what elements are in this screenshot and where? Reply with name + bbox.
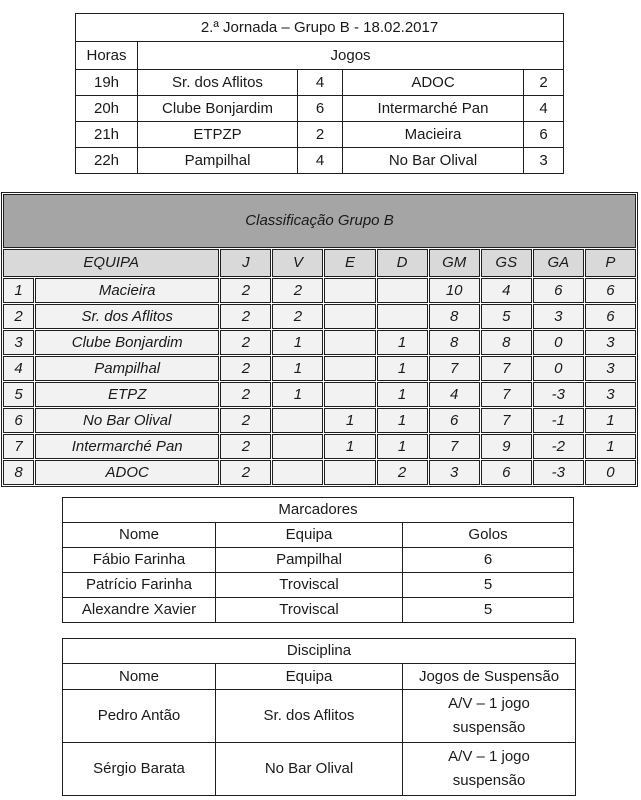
stat-j: 2 — [220, 330, 271, 355]
player-team: Sr. dos Aflitos — [216, 690, 403, 743]
team-rank: 2 — [3, 304, 34, 329]
jornada-header-row — [76, 42, 564, 70]
stat-p: 3 — [585, 330, 636, 355]
stat-p: 0 — [585, 460, 636, 485]
team-rank: 1 — [3, 278, 34, 303]
stat-v — [272, 408, 323, 433]
stat-gm: 4 — [429, 382, 480, 407]
stat-j: 2 — [220, 304, 271, 329]
team-name: Clube Bonjardim — [35, 330, 219, 355]
player-team: No Bar Olival — [216, 743, 403, 796]
stat-p: 6 — [585, 304, 636, 329]
col-header-gs: GS — [481, 249, 532, 277]
player-name: Sérgio Barata — [63, 743, 216, 796]
scorer-team: Troviscal — [216, 598, 403, 623]
stat-p: 1 — [585, 408, 636, 433]
col-header-ga: GA — [533, 249, 584, 277]
stat-gs: 5 — [481, 304, 532, 329]
stat-gs: 7 — [481, 408, 532, 433]
col-header-nome: Nome — [63, 664, 216, 690]
marcadores-header-row — [63, 523, 574, 548]
stat-v: 2 — [272, 278, 323, 303]
jornada-title: 2.ª Jornada – Grupo B - 18.02.2017 — [76, 14, 564, 42]
stat-gm: 10 — [429, 278, 480, 303]
scorer-name: Patrício Farinha — [63, 573, 216, 598]
stat-e — [324, 382, 375, 407]
classificacao-table — [1, 192, 638, 487]
col-header-jogos-suspensao: Jogos de Suspensão — [403, 664, 576, 690]
stat-j: 2 — [220, 408, 271, 433]
col-header-horas: Horas — [76, 42, 138, 70]
team-rank: 4 — [3, 356, 34, 381]
scorer-name: Alexandre Xavier — [63, 598, 216, 623]
col-header-equipa: EQUIPA — [3, 249, 219, 277]
scorer-name: Fábio Farinha — [63, 548, 216, 573]
team-name: Macieira — [35, 278, 219, 303]
stat-v: 2 — [272, 304, 323, 329]
match-home-score: 4 — [298, 70, 343, 96]
stat-e: 1 — [324, 408, 375, 433]
team-name: Pampilhal — [35, 356, 219, 381]
stat-gs: 9 — [481, 434, 532, 459]
match-away-team: No Bar Olival — [343, 148, 524, 174]
team-name: ADOC — [35, 460, 219, 485]
stat-j: 2 — [220, 278, 271, 303]
stat-gm: 8 — [429, 304, 480, 329]
stat-gm: 7 — [429, 434, 480, 459]
standings-row — [3, 278, 636, 303]
suspension-info: A/V – 1 jogo suspensão — [403, 690, 576, 743]
stat-ga: -3 — [533, 382, 584, 407]
match-home-team: Clube Bonjardim — [138, 96, 298, 122]
stat-j: 2 — [220, 356, 271, 381]
col-header-d: D — [377, 249, 428, 277]
match-away-score: 4 — [524, 96, 564, 122]
match-away-team: Macieira — [343, 122, 524, 148]
disciplina-header-row — [63, 664, 576, 690]
stat-gm: 6 — [429, 408, 480, 433]
team-rank: 3 — [3, 330, 34, 355]
match-time: 22h — [76, 148, 138, 174]
player-name: Pedro Antão — [63, 690, 216, 743]
classificacao-header-row — [3, 249, 636, 277]
disciplina-table — [62, 638, 576, 796]
match-home-score: 4 — [298, 148, 343, 174]
jornada-title-row — [76, 14, 564, 42]
stat-v: 1 — [272, 356, 323, 381]
stat-e — [324, 460, 375, 485]
stat-ga: -2 — [533, 434, 584, 459]
match-row — [76, 96, 564, 122]
col-header-j: J — [220, 249, 271, 277]
disciplina-title: Disciplina — [63, 639, 576, 664]
stat-gm: 7 — [429, 356, 480, 381]
stat-ga: 6 — [533, 278, 584, 303]
disciplina-title-row — [63, 639, 576, 664]
classificacao-title: Classificação Grupo B — [3, 194, 636, 248]
stat-gs: 6 — [481, 460, 532, 485]
standings-row — [3, 304, 636, 329]
stat-e: 1 — [324, 434, 375, 459]
stat-d: 2 — [377, 460, 428, 485]
standings-row — [3, 356, 636, 381]
col-header-equipa: Equipa — [216, 664, 403, 690]
standings-row — [3, 460, 636, 485]
match-row — [76, 148, 564, 174]
team-rank: 5 — [3, 382, 34, 407]
match-home-score: 2 — [298, 122, 343, 148]
team-name: ETPZ — [35, 382, 219, 407]
standings-row — [3, 434, 636, 459]
stat-gm: 3 — [429, 460, 480, 485]
stat-j: 2 — [220, 434, 271, 459]
match-row — [76, 70, 564, 96]
jornada-table — [75, 13, 564, 174]
col-header-v: V — [272, 249, 323, 277]
team-name: Intermarché Pan — [35, 434, 219, 459]
match-home-score: 6 — [298, 96, 343, 122]
match-time: 21h — [76, 122, 138, 148]
standings-row — [3, 408, 636, 433]
marcadores-title: Marcadores — [63, 498, 574, 523]
stat-p: 1 — [585, 434, 636, 459]
col-header-p: P — [585, 249, 636, 277]
col-header-jogos: Jogos — [138, 42, 564, 70]
standings-row — [3, 330, 636, 355]
match-home-team: Sr. dos Aflitos — [138, 70, 298, 96]
scorer-team: Pampilhal — [216, 548, 403, 573]
stat-d: 1 — [377, 434, 428, 459]
match-home-team: ETPZP — [138, 122, 298, 148]
stat-d — [377, 304, 428, 329]
marcadores-title-row — [63, 498, 574, 523]
match-away-team: ADOC — [343, 70, 524, 96]
stat-ga: 0 — [533, 356, 584, 381]
stat-e — [324, 304, 375, 329]
stat-ga: -3 — [533, 460, 584, 485]
stat-gs: 8 — [481, 330, 532, 355]
stat-d: 1 — [377, 408, 428, 433]
stat-gm: 8 — [429, 330, 480, 355]
stat-e — [324, 278, 375, 303]
col-header-equipa: Equipa — [216, 523, 403, 548]
match-away-team: Intermarché Pan — [343, 96, 524, 122]
suspension-info: A/V – 1 jogo suspensão — [403, 743, 576, 796]
col-header-e: E — [324, 249, 375, 277]
match-time: 20h — [76, 96, 138, 122]
col-header-nome: Nome — [63, 523, 216, 548]
match-time: 19h — [76, 70, 138, 96]
scorer-team: Troviscal — [216, 573, 403, 598]
scorer-goals: 6 — [403, 548, 574, 573]
match-away-score: 2 — [524, 70, 564, 96]
classificacao-title-row — [3, 194, 636, 248]
stat-gs: 7 — [481, 382, 532, 407]
stat-p: 3 — [585, 382, 636, 407]
stat-j: 2 — [220, 382, 271, 407]
match-away-score: 6 — [524, 122, 564, 148]
stat-d: 1 — [377, 330, 428, 355]
match-away-score: 3 — [524, 148, 564, 174]
stat-e — [324, 330, 375, 355]
marcadores-table — [62, 497, 574, 623]
team-rank: 8 — [3, 460, 34, 485]
stat-e — [324, 356, 375, 381]
stat-d: 1 — [377, 382, 428, 407]
col-header-gm: GM — [429, 249, 480, 277]
stat-p: 3 — [585, 356, 636, 381]
team-name: Sr. dos Aflitos — [35, 304, 219, 329]
col-header-golos: Golos — [403, 523, 574, 548]
stat-d — [377, 278, 428, 303]
stat-gs: 7 — [481, 356, 532, 381]
scorer-goals: 5 — [403, 573, 574, 598]
stat-v: 1 — [272, 382, 323, 407]
team-rank: 6 — [3, 408, 34, 433]
stat-v — [272, 434, 323, 459]
stat-ga: 3 — [533, 304, 584, 329]
stat-ga: -1 — [533, 408, 584, 433]
scorer-row — [63, 573, 574, 598]
discipline-row — [63, 690, 576, 743]
match-home-team: Pampilhal — [138, 148, 298, 174]
stat-j: 2 — [220, 460, 271, 485]
stat-gs: 4 — [481, 278, 532, 303]
stat-p: 6 — [585, 278, 636, 303]
stat-v — [272, 460, 323, 485]
stat-ga: 0 — [533, 330, 584, 355]
team-rank: 7 — [3, 434, 34, 459]
standings-row — [3, 382, 636, 407]
discipline-row — [63, 743, 576, 796]
stat-v: 1 — [272, 330, 323, 355]
scorer-goals: 5 — [403, 598, 574, 623]
team-name: No Bar Olival — [35, 408, 219, 433]
scorer-row — [63, 548, 574, 573]
stat-d: 1 — [377, 356, 428, 381]
scorer-row — [63, 598, 574, 623]
match-row — [76, 122, 564, 148]
